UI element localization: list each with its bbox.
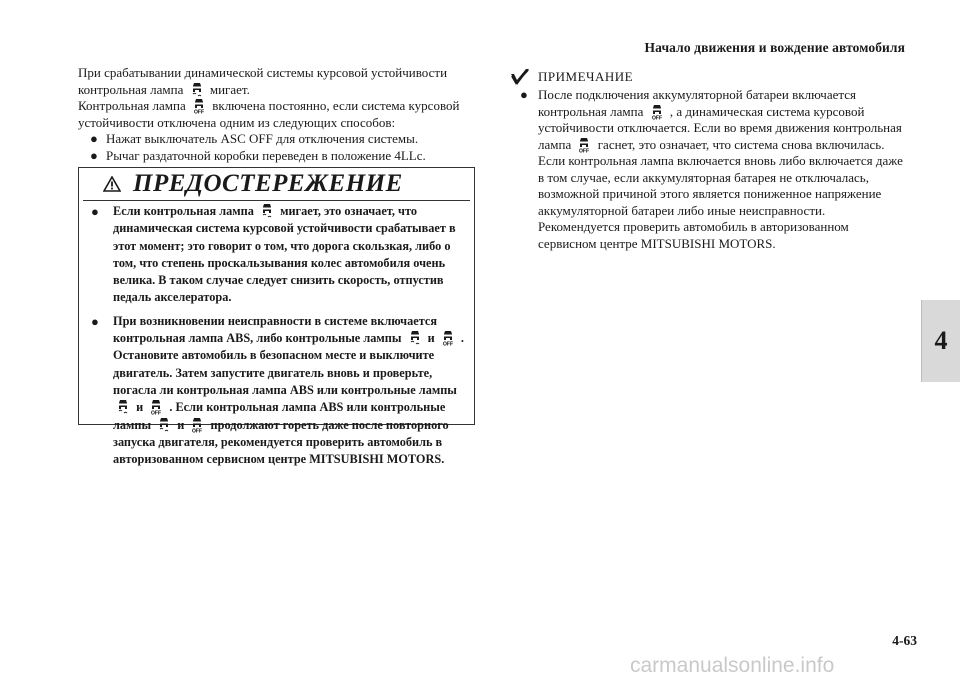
off-label: OFF (193, 109, 204, 114)
asc-off-lamp-icon (651, 104, 663, 120)
asc-off-lamp-icon (193, 98, 205, 114)
paragraph-steady: Контрольная лампа OFF включена постоянно, если система курсовой устойчивости отключена одним из следующих способов: (78, 98, 460, 130)
asc-off-lamp-icon (150, 399, 162, 415)
list-item: ● Рычаг раздаточной коробки переведен в положение 4LLc. (90, 148, 478, 165)
asc-off-lamp-icon (191, 417, 203, 433)
off-label: OFF (442, 341, 453, 347)
list-item: ● Нажат выключатель ASC OFF для отключения системы. (90, 131, 478, 148)
list-item: ● После подключения аккумуляторной батареи включается контрольная лампа OFF , а динамическая система курсовой устойчивости отключается. Если во время движения контрольная лампа OFF гаснет, это означает, что система снова включилась. Если контрольная лампа включается вновь либо включается даже в том случае, если аккумуляторная батарея не отключалась, возможной причиной этого является пониженное напряжение аккумуляторной батареи либо иные неисправности. Рекомендуется проверить автомобиль в авторизованном сервисном центре MITSUBISHI MOTORS. (520, 87, 903, 251)
chapter-tab: 4 (921, 300, 960, 382)
list-item: ● Если контрольная лампа мигает, это означает, что динамическая система курсовой устойчивости срабатывает в этот момент; это говорит о том, что дорога скользкая, либо о том, что степень проскальзывания колес автомобиля очень велика. В таком случае следует снизить скорость, отпустив педаль акселератора. (91, 203, 464, 307)
note-pen-icon (510, 68, 530, 86)
warning-header (83, 168, 470, 201)
asc-off-lamp-icon (578, 137, 590, 153)
asc-skid-lamp-icon (117, 399, 129, 415)
off-label: OFF (151, 410, 162, 416)
watermark: carmanualsonline.info (630, 654, 835, 677)
warning-box (78, 167, 475, 467)
asc-skid-lamp-icon (261, 203, 273, 219)
running-header: Начало движения и вождение автомобиля (644, 40, 905, 55)
asc-skid-lamp-icon (191, 82, 203, 98)
off-label: OFF (192, 428, 203, 433)
list-item: ● При возникновении неисправности в системе включается контрольная лампа ABS, либо контрольные лампы и OFF . Остановите автомобиль в безопасном месте и выключите двигатель. Затем запустите двигатель вновь и проверьте, погасла ли контрольная лампа ABS или контрольные лампы и OFF . Если контрольная лампа ABS или контрольные лампы и OFF продолжают гореть даже после повторного запуска двигателя, рекомендуется проверить автомобиль в авторизованном сервисном центре MITSUBISHI MOTORS. (91, 313, 464, 469)
left-column (78, 65, 478, 164)
conditions-list (78, 131, 478, 164)
asc-off-lamp-icon (442, 330, 454, 346)
note-title: ПРИМЕЧАНИЕ (538, 68, 634, 84)
right-column (510, 68, 910, 252)
off-label: OFF (579, 148, 590, 153)
warning-triangle-icon (103, 176, 121, 192)
warning-title: ПРЕДОСТЕРЕЖЕНИЕ (133, 170, 403, 197)
paragraph-flashing: При срабатывании динамической системы курсовой устойчивости контрольная лампа мигает. (78, 65, 448, 97)
asc-skid-lamp-icon (409, 330, 421, 346)
page-number: 4-63 (892, 633, 917, 648)
warning-body (79, 201, 474, 468)
asc-skid-lamp-icon (158, 417, 170, 433)
note-header (510, 68, 910, 86)
off-label: OFF (651, 115, 662, 120)
